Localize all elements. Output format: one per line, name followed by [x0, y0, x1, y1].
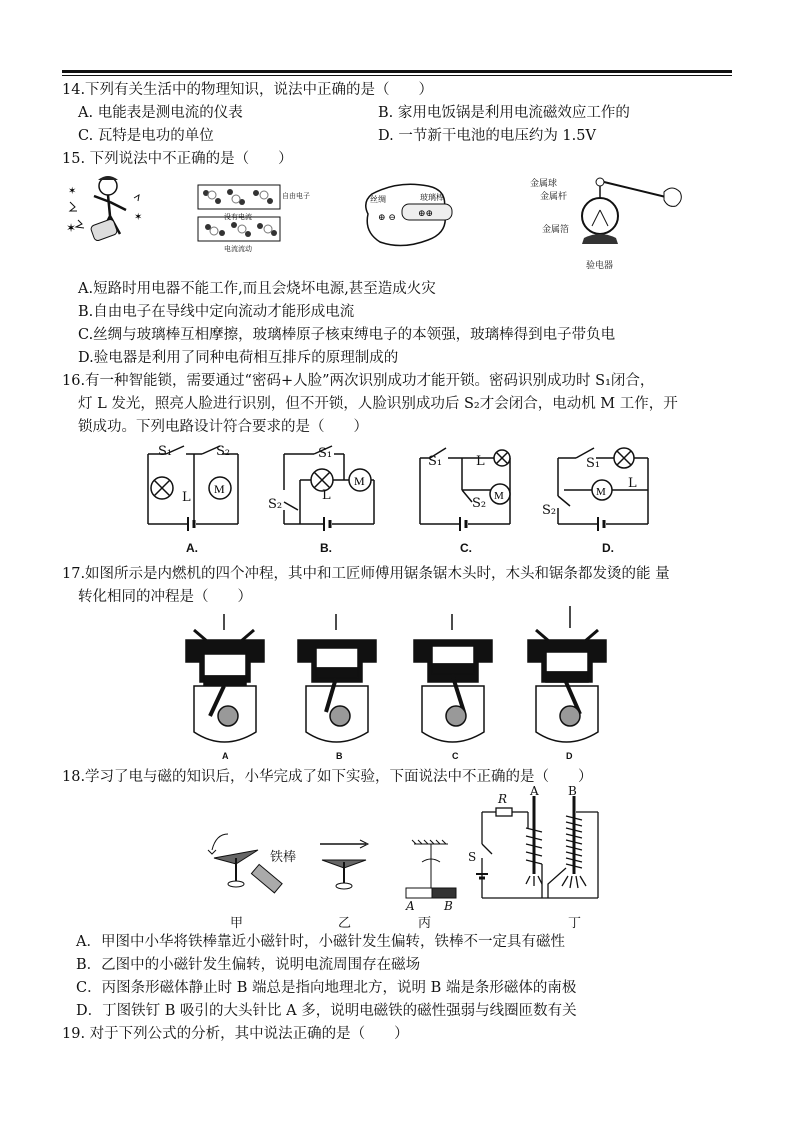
q16-stem-line2: 灯 L 发光，照亮人脸进行识别，但不开锁，人脸识别成功后 S₂才会闭合，电动机 M 工作，开 [78, 396, 678, 412]
q15-option-a: A.短路时用电器不能工作,而且会烧坏电源,甚至造成火灾 [78, 281, 436, 297]
q16-stem-line3: 锁成功。下列电路设计符合要求的是（ ） [78, 419, 368, 435]
electroscope-figure [560, 172, 690, 262]
header-rule-thick [62, 70, 732, 73]
circuit-d-s2: S₂ [542, 503, 557, 518]
label-jia: 甲 [230, 916, 244, 931]
engine-stroke-a [184, 612, 266, 750]
label-yi: 乙 [338, 916, 352, 931]
label-ding-a: A [530, 784, 539, 798]
q14-stem: 14.下列有关生活中的物理知识，说法中正确的是（ ） [62, 82, 434, 98]
short-circuit-cartoon-figure [64, 172, 164, 252]
label-bing: 丙 [418, 916, 432, 931]
circuit-d-s1: S₁ [586, 456, 601, 471]
label-magnet-a: A [406, 899, 415, 913]
q14-option-b: B. 家用电饭锅是利用电流磁效应工作的 [378, 105, 630, 121]
circuit-c-lamp: L [476, 454, 485, 469]
svg-text:✶: ✶ [134, 212, 143, 223]
q17-stem-line2: 转化相同的冲程是（ ） [78, 589, 252, 605]
label-free-electron: 自由电子 [282, 192, 310, 200]
svg-text:✶: ✶ [66, 221, 77, 235]
label-iron-rod: 铁棒 [270, 850, 297, 865]
silk-glass-rod-figure [358, 180, 454, 252]
svg-text:M: M [596, 486, 606, 498]
label-s: S [468, 850, 477, 864]
q15-stem: 15. 下列说法中不正确的是（ ） [62, 151, 293, 167]
engine-stroke-c [412, 612, 494, 750]
circuit-d-diagram [554, 444, 654, 534]
label-metal-ball: 金属球 [530, 179, 558, 189]
label-silk: 丝绸 [370, 195, 386, 204]
svg-text:⊕ ⊖: ⊕ ⊖ [378, 213, 396, 223]
q14-option-c: C. 瓦特是电功的单位 [78, 128, 214, 144]
circuit-a-s1: S₁ [158, 444, 173, 459]
svg-text:⊕⊕: ⊕⊕ [418, 209, 434, 219]
circuit-c-s1: S₁ [428, 454, 443, 469]
engine-b-label: B [336, 751, 343, 761]
q19-stem: 19. 对于下列公式的分析，其中说法正确的是（ ） [62, 1026, 409, 1042]
label-ding-b: B [568, 784, 577, 798]
engine-stroke-b [296, 612, 378, 750]
circuit-b-lamp: L [322, 488, 331, 503]
fig-ding-electromagnets [468, 788, 608, 900]
circuit-d-label: D. [602, 541, 614, 555]
label-magnet-b: B [444, 899, 453, 913]
label-metal-rod: 金属杆 [540, 192, 568, 202]
circuit-d-lamp: L [628, 476, 637, 491]
q15-option-d: D.验电器是利用了同种电荷相互排斥的原理制成的 [78, 350, 399, 366]
svg-text:M: M [214, 482, 225, 496]
q18-option-d: D．丁图铁钉 B 吸引的大头针比 A 多，说明电磁铁的磁性强弱与线圈匝数有关 [76, 1003, 577, 1019]
fig-yi-current-compass [316, 838, 376, 900]
circuit-a-lamp: L [182, 490, 191, 505]
q15-option-c: C.丝绸与玻璃棒互相摩擦，玻璃棒原子核束缚电子的本领强，玻璃棒得到电子带负电 [78, 327, 616, 343]
svg-text:M: M [354, 474, 365, 488]
label-r: R [498, 792, 508, 806]
fig-jia-compass-iron-rod [206, 830, 286, 900]
header-rule-thin [62, 75, 732, 76]
label-metal-foil: 金属箔 [542, 225, 570, 235]
label-current-flow: 电流流动 [224, 245, 252, 253]
q16-stem-line1: 16.有一种智能锁，需要通过“密码+人脸”两次识别成功才能开锁。密码识别成功时 S₁闭合， [62, 373, 655, 389]
circuit-c-label: C. [460, 541, 472, 555]
engine-a-label: A [222, 751, 229, 761]
q14-option-d: D. 一节新干电池的电压约为 1.5V [378, 128, 596, 144]
circuit-b-s1: S₁ [318, 446, 333, 461]
q14-option-a: A. 电能表是测电流的仪表 [78, 105, 243, 121]
engine-stroke-d [526, 604, 608, 750]
q17-stem-line1: 17.如图所示是内燃机的四个冲程，其中和工匠师傅用锯条锯木头时，木头和锯条都发烫的能 量 [62, 566, 670, 582]
q18-stem: 18.学习了电与磁的知识后，小华完成了如下实验，下面说法中不正确的是（ ） [62, 769, 593, 785]
circuit-a-label: A. [186, 541, 198, 555]
label-glass-rod: 玻璃棒 [420, 193, 444, 202]
engine-c-label: C [452, 751, 459, 761]
q18-option-b: B．乙图中的小磁针发生偏转，说明电流周围存在磁场 [76, 957, 421, 973]
circuit-b-label: B. [320, 541, 332, 555]
circuit-c-s2: S₂ [472, 496, 487, 511]
svg-text:M: M [494, 490, 504, 502]
circuit-b-s2: S₂ [268, 497, 283, 512]
label-ding: 丁 [568, 916, 582, 931]
label-no-current: 没有电流 [224, 213, 252, 221]
svg-text:✶: ✶ [68, 186, 77, 197]
q18-option-c: C．丙图条形磁体静止时 B 端总是指向地理北方，说明 B 端是条形磁体的南极 [76, 980, 577, 996]
label-electroscope: 验电器 [586, 261, 614, 271]
circuit-a-s2: S₂ [216, 444, 231, 459]
q15-option-b: B.自由电子在导线中定向流动才能形成电流 [78, 304, 355, 320]
fig-bing-bar-magnet [404, 840, 460, 900]
q18-option-a: A．甲图中小华将铁棒靠近小磁针时，小磁针发生偏转，铁棒不一定具有磁性 [76, 934, 565, 950]
engine-d-label: D [566, 751, 573, 761]
